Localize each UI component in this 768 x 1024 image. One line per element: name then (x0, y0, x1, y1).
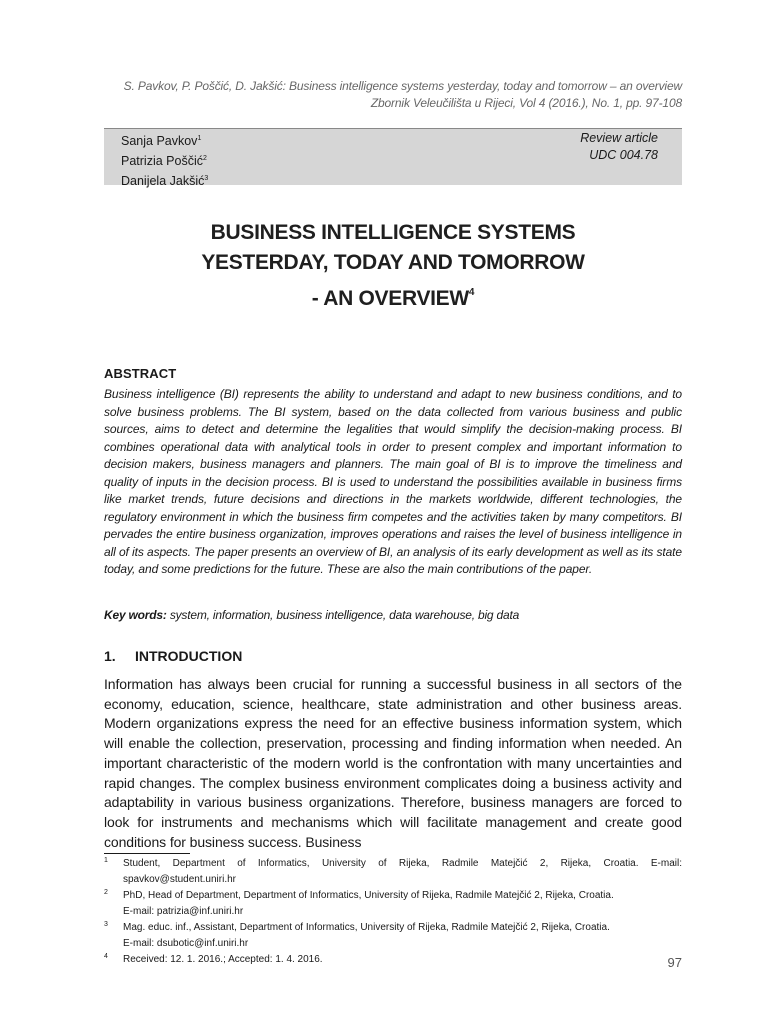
footnote-text: Mag. educ. inf., Assistant, Department of Informatics, University of Rijeka, Radmile Matejčić 2, Rijeka, Croatia. (123, 922, 610, 933)
footnote-number: 4 (104, 953, 108, 960)
title-line: YESTERDAY, TODAY AND TOMORROW (201, 251, 585, 274)
footnote-number: 1 (104, 857, 108, 864)
section-heading (104, 648, 242, 664)
author-footnote-mark: 1 (197, 135, 202, 142)
page-number: 97 (667, 955, 682, 970)
footnote (104, 856, 682, 888)
author-name: Sanja Pavkov (121, 134, 198, 148)
abstract-text: Business intelligence (BI) represents the ability to understand and adapt to new business conditions, and to solve business problems. The BI system, based on the data collected from various business and public sources, aims to detect and determine the legalities that would simplify the decision-making process. BI combines operational data with analytical tools in order to present complex and important information to decision makers, business managers and planners. The main goal of BI is to improve the timeliness and quality of inputs in the decision process. BI is used to understand the possibilities available in business firms like market trends, future decisions and directions in the markets worldwide, different technologies, the regulatory environment in which the business firm competes and the activities taken by many competitors. BI pervades the entire business organization, improves operations and raises the level of business intelligence in all of its aspects. The paper presents an overview of BI, an analysis of its early development as well as its state today, and some predictions for the future. These are also the main contributions of the paper. (104, 387, 682, 576)
footnote-number: 2 (104, 889, 108, 896)
author-footnote-mark: 3 (204, 175, 209, 182)
footnote (104, 920, 682, 952)
keywords (104, 607, 682, 624)
author-info-box (104, 128, 682, 188)
article-meta (580, 130, 658, 164)
footnote-email: E-mail: patrizia@inf.uniri.hr (123, 906, 244, 917)
footnote (104, 952, 682, 968)
running-head-authors-title: S. Pavkov, P. Poščić, D. Jakšić: Business intelligence systems yesterday, today and tomorrow – an overview (123, 79, 682, 93)
author-name: Patrizia Poščić (121, 154, 203, 168)
title-line: BUSINESS INTELLIGENCE SYSTEMS (210, 221, 576, 244)
paper-title (104, 218, 682, 314)
abstract-heading: ABSTRACT (104, 366, 177, 381)
footnote-divider (104, 853, 190, 854)
keywords-text: system, information, business intelligence, data warehouse, big data (166, 608, 520, 622)
keywords-label: Key words: (104, 608, 167, 622)
footnote (104, 888, 682, 920)
author-item (121, 150, 208, 170)
title-line-text: - AN OVERVIEW (311, 287, 469, 310)
author-footnote-mark: 2 (202, 155, 207, 162)
author-item (121, 130, 208, 150)
title-footnote-mark: 4 (468, 287, 475, 298)
footnote-email: E-mail: dsubotic@inf.uniri.hr (123, 938, 249, 949)
footnote-text: Received: 12. 1. 2016.; Accepted: 1. 4. 2016. (123, 954, 323, 965)
section-number: 1. (104, 648, 116, 664)
section-title: INTRODUCTION (135, 648, 243, 664)
article-type: Review article (580, 131, 658, 145)
running-head (124, 78, 682, 112)
introduction-paragraph: Information has always been crucial for running a successful business in all sectors of the economy, education, science, healthcare, state administration and other business areas. Modern organizations express the need for an effective business information system, which will enable the collection, preservation, processing and finding information when needed. An important characteristic of the modern world is the confrontation with many uncertainties and rapid changes. The complex business environment complicates doing a business activity and adaptability in various business organizations. Therefore, business managers are forced to look for instruments and mechanisms which will facilitate management and create good conditions for business success. Business (104, 676, 682, 850)
footnote-text: Student, Department of Informatics, University of Rijeka, Radmile Matejčić 2, Rijeka, Croatia. E-mail: spavkov@student.uniri.hr (123, 858, 682, 885)
footnotes (104, 856, 682, 968)
running-head-journal: Zbornik Veleučilišta u Rijeci, Vol 4 (2016.), No. 1, pp. 97-108 (370, 96, 682, 110)
footnote-text: PhD, Head of Department, Department of Informatics, University of Rijeka, Radmile Matejčić 2, Rijeka, Croatia. (123, 890, 614, 901)
udc-code: UDC 004.78 (589, 148, 658, 162)
title-line-last (104, 278, 682, 314)
author-item (121, 170, 208, 190)
author-name: Danijela Jakšić (121, 174, 205, 188)
author-list (121, 130, 208, 190)
footnote-number: 3 (104, 921, 108, 928)
